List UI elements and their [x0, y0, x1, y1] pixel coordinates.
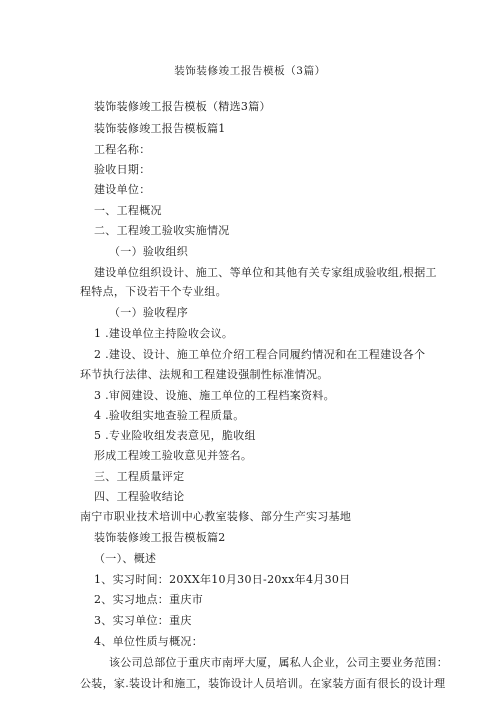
subheading: （一）验收组织 [109, 245, 189, 258]
subheading: （一）验收程序 [109, 306, 189, 319]
list-item: 2、实习地点：重庆市 [94, 593, 203, 606]
list-item: 5 .专业险收组发表意见，脆收组 [94, 429, 256, 442]
paragraph-line: 程特点，下设若干个专业组。 [80, 285, 227, 298]
paragraph-line: 该公司总部位于重庆市南坪大厦，属私人企业，公司主要业务范围： [109, 656, 448, 669]
document-title: 装饰装修竣工报告模板（3篇） [174, 65, 326, 77]
paragraph-line: 南宁市职业技术培训中心教室装修、部分生产实习基地 [80, 510, 352, 523]
paragraph-line: 环节执行法律、法规和工程建设强制性标准情况。 [80, 368, 329, 381]
list-item: 3 .审阅建设、设施、施工单位的工程档案资料。 [94, 389, 335, 402]
list-item: 3、实习单位：重庆 [94, 614, 192, 627]
list-item: 2 .建设、设计、施工单位介绍工程合同履约情况和在工程建设各个 [94, 348, 426, 361]
section-heading: 装饰装修竣工报告模板篇1 [94, 122, 226, 135]
heading-4: 四、工程验收结论 [94, 490, 185, 503]
heading-2: 二、工程竣工验收实施情况 [94, 224, 230, 237]
list-item: 4 .验收组实地查验工程质量。 [94, 409, 245, 422]
subtitle: 装饰装修竣工报告模板（精选3篇） [94, 100, 271, 113]
paragraph-line: 形成工程竣工验收意见并签名。 [94, 449, 253, 462]
paragraph-line: 公装，家.装设计和施工，装饰设计人员培训。在家装方面有很长的设计理 [80, 677, 446, 690]
list-item: 1 .建设单位主持险收会议。 [94, 327, 234, 340]
field-construction-unit: 建设单位： [94, 183, 151, 196]
list-item: 1、实习时间：20XX年10月30日-20xx年4月30日 [94, 573, 351, 586]
field-acceptance-date: 验收日期： [94, 163, 151, 176]
paragraph-line: 建设单位组织设计、施工、等单位和其他有关专家组成验收组,根据工 [94, 266, 437, 279]
list-item: 4、单位性质与概况： [94, 635, 203, 648]
subheading: （一）、概述 [94, 552, 157, 565]
field-project-name: 工程名称： [94, 143, 151, 156]
heading-3: 三、工程质量评定 [94, 470, 185, 483]
section-heading: 装饰装修竣工报告模板篇2 [94, 531, 226, 544]
heading-1: 一、工程概况 [94, 204, 162, 217]
